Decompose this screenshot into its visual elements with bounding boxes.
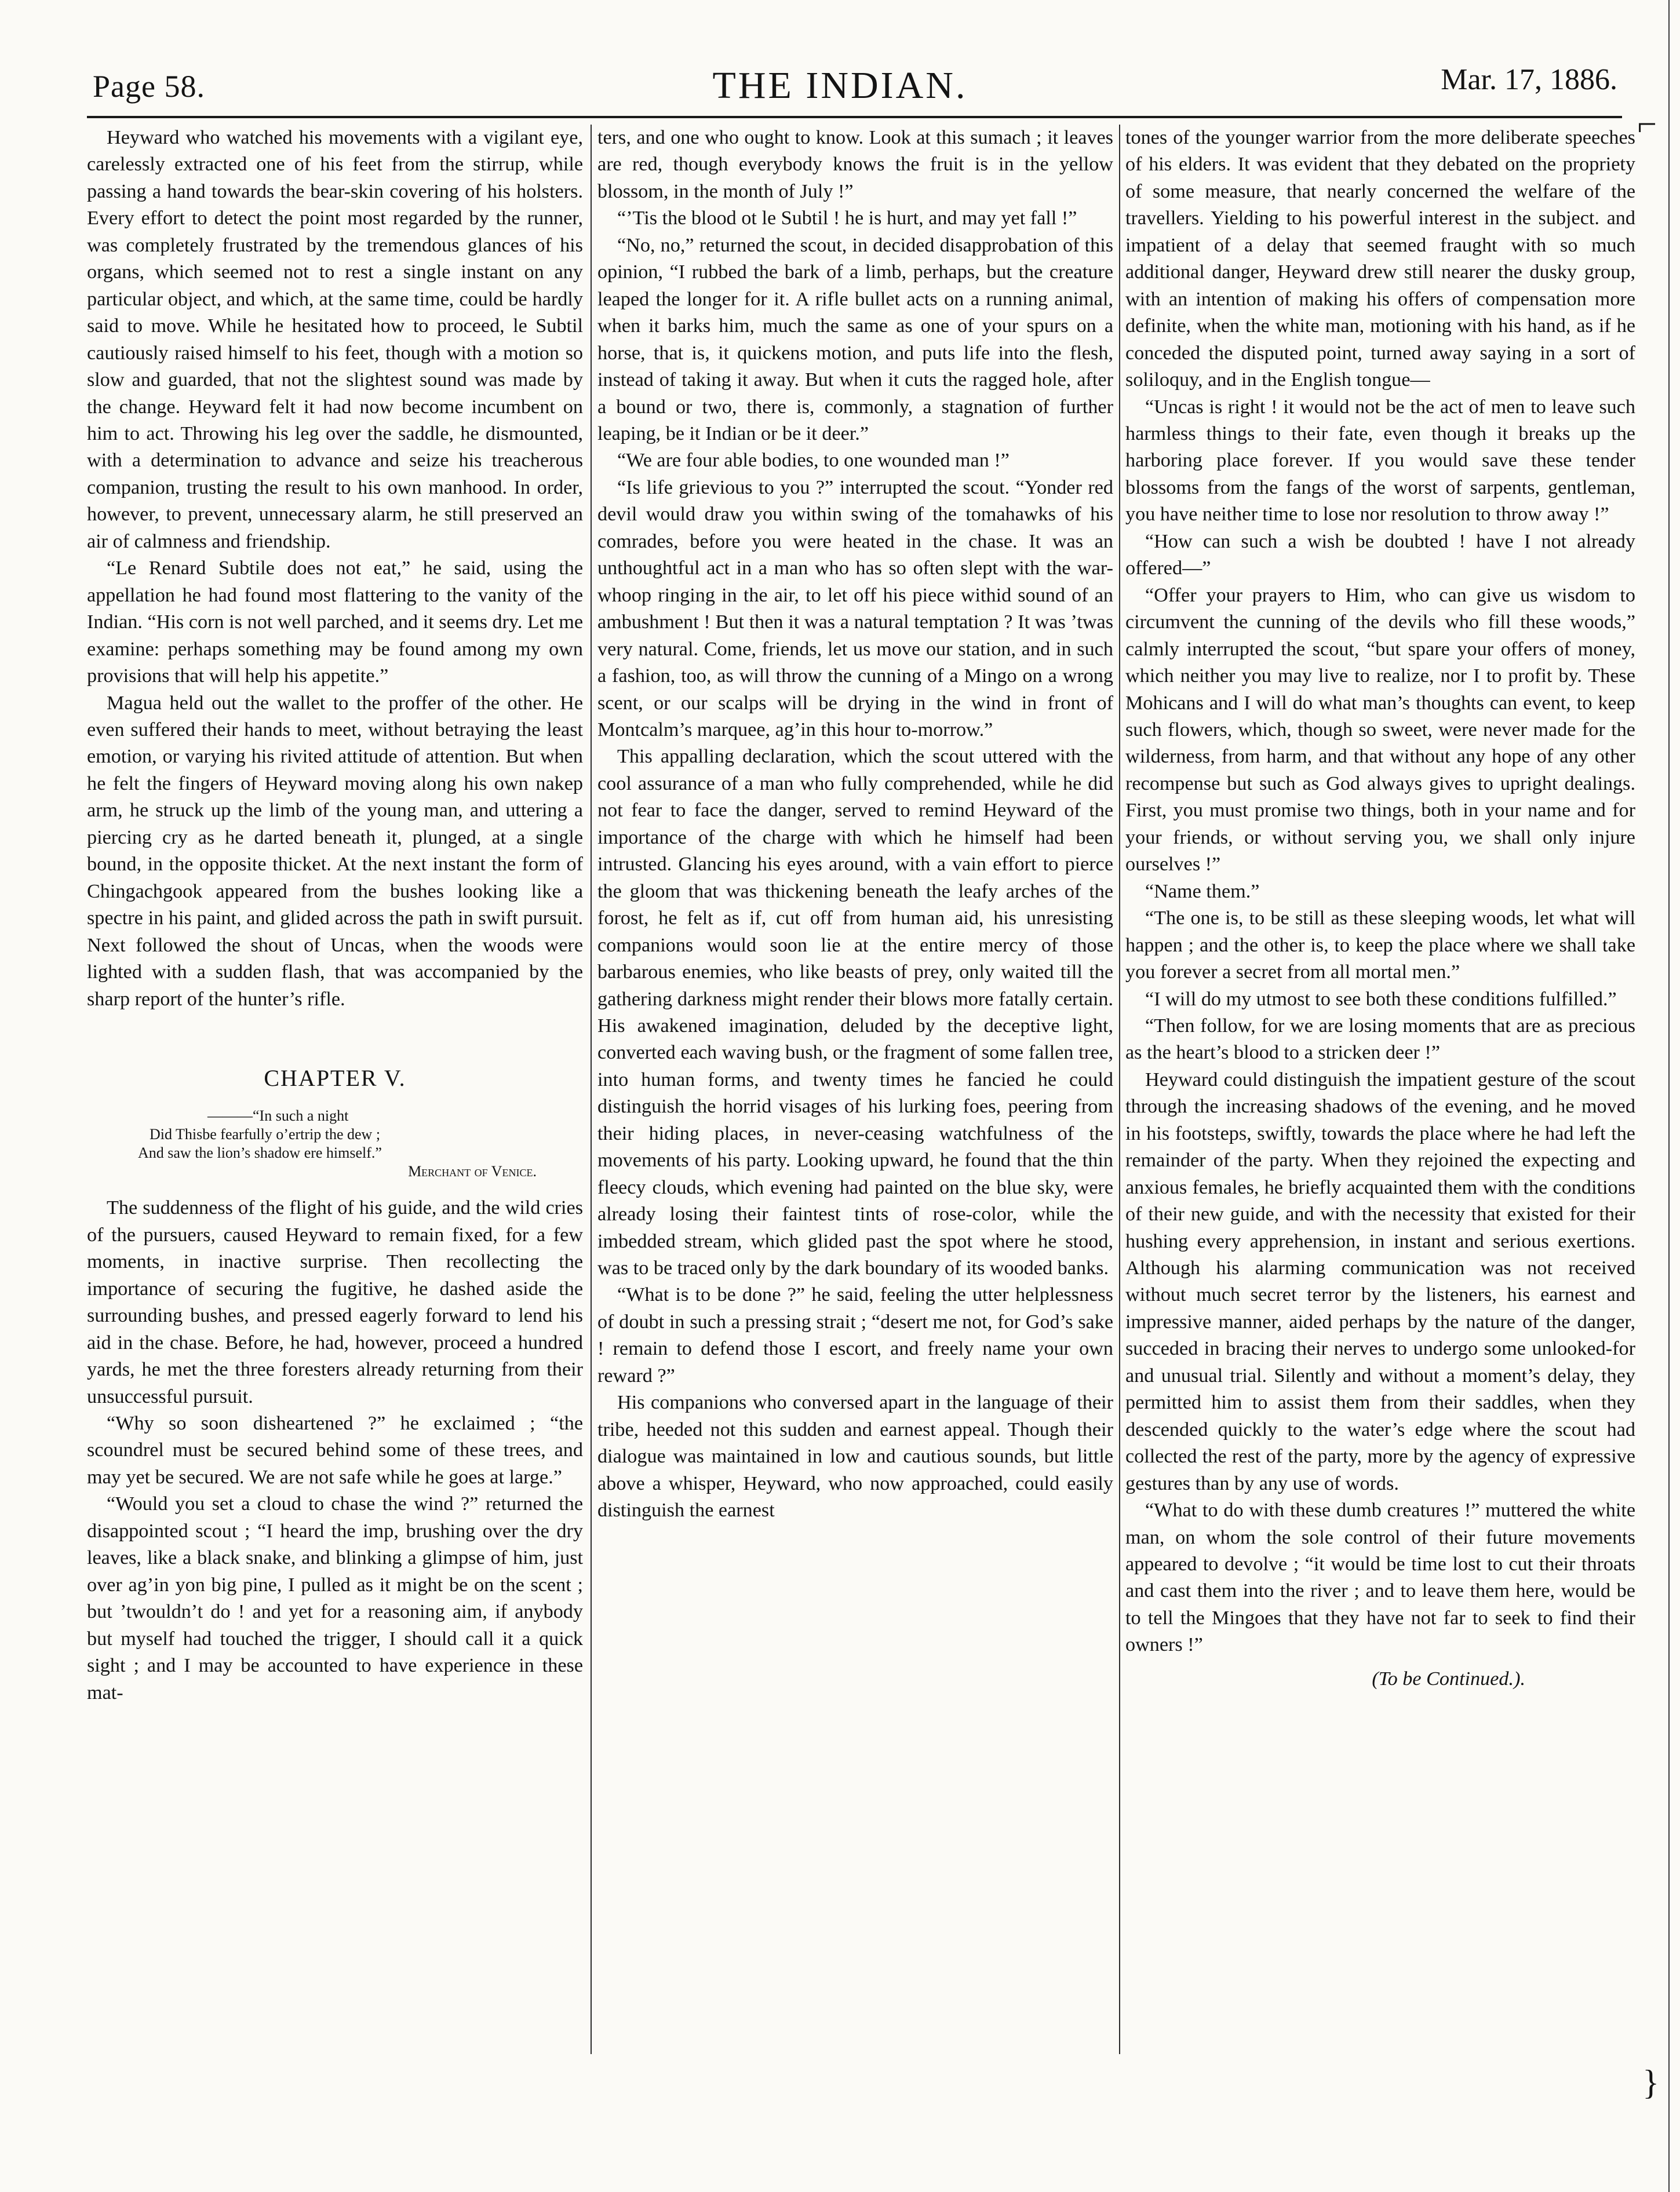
paragraph: “’Tis the blood ot le Subtil ! he is hurt, and may yet fall !”	[617, 207, 1077, 229]
paragraph: “Would you set a cloud to chase the wind ?” returned the disappointed scout ; “I heard the imp, brushing over the dry leaves, like a black snake, and blinking a glimpse of him, just over ag’in yon big pine, I pulled as it might be on the scent ; but ’twouldn’t do ! and yet for a reasoning aim, if anybody but myself had touched the trigger, I should call it a quick sight ; and I may be accounted to have experience in these mat-	[87, 1493, 583, 1704]
paragraph: tones of the younger warrior from the more deliberate speeches of his elders. It was evident that they debated on the propriety of some measure, that nearly concerned the welfare of the travellers. Yielding to his powerful interest in the subject. and impatient of a delay that seemed fraught with so much additional danger, Heyward drew still nearer the dusky group, with an intention of making his offers of compensation more definite, when the white man, motioning with his hand, as if he conceded the disputed point, turned away saying in a sort of soliloquy, and in the English tongue—	[1125, 127, 1635, 391]
column-divider-1	[591, 125, 592, 2054]
masthead-title: THE INDIAN.	[712, 64, 968, 107]
page-edge-line	[1668, 0, 1670, 2192]
paragraph: “Offer your prayers to Him, who can give us wisdom to circumvent the cunning of the devils who fill these woods,” calmly interrupted the scout, “but spare your offers of money, which neither you may live to realize, nor I to profit by. These Mohicans and I will do what man’s thoughts can event, to keep such flowers, which, though so sweet, were never made for the wilderness, from harm, and that without any hope of any other recompense but such as God always gives to upright dealings. First, you must promise two things, both in your name and for your friends, or without serving you, we shall only injure ourselves !”	[1125, 584, 1635, 876]
paragraph: Magua held out the wallet to the proffer of the other. He even suffered their hands to meet, without betraying the least emotion, or varying his rivited attitude of attention. But when he felt the fingers of Heyward moving along his own nakep arm, he struck up the limb of the young man, and uttering a piercing cry as he darted beneath it, plunged, at a single bound, in the opposite thicket. At the next instant the form of Chingachgook appeared from the bushes looking like a spectre in his paint, and glided across the path in swift pursuit. Next followed the shout of Uncas, when the woods were lighted with a sudden flash, that was accompanied by the sharp report of the hunter’s rifle.	[87, 692, 583, 1010]
paragraph: “We are four able bodies, to one wounded man !”	[617, 450, 1010, 472]
paragraph: “Le Renard Subtile does not eat,” he said, using the appellation he had found most flattering to the vanity of the Indian. “His corn is not well parched, and it seems dry. Let me examine: perhaps something may be found among my own provisions that will help his appetite.”	[87, 557, 583, 687]
paragraph: “No, no,” returned the scout, in decided disapprobation of this opinion, “I rubbed the bark of a limb, perhaps, but the creature leaped the longer for it. A rifle bullet acts on a running animal, when it barks him, much the same as one of your spurs on a horse, that is, it quickens motion, and puts life into the flesh, instead of taking it away. But when it cuts the ragged hole, after a bound or two, there is, commonly, a stagnation of further leaping, be it Indian or be it deer.”	[597, 234, 1113, 444]
paragraph: “Uncas is right ! it would not be the act of men to leave such harmless things to their fate, even though it breaks up the harboring place forever. If you would save these tender blossoms from the fangs of the worst of sarpents, gentleman, you have neither time to lose nor resolution to throw away !”	[1125, 396, 1635, 526]
bracket-mark: ⌐	[1637, 105, 1657, 143]
column-divider-2	[1119, 125, 1120, 2054]
paragraph: “What is to be done ?” he said, feeling the utter helplessness of doubt in such a pressing strait ; “desert me not, for God’s sake ! remain to defend those I escort, and freely name your own reward ?”	[597, 1284, 1113, 1387]
epigraph-line: ———“In such a night	[207, 1107, 349, 1125]
paragraph: This appalling declaration, which the scout uttered with the cool assurance of a man who fully comprehended, while he did not fear to face the danger, served to remind Heyward of the importance of the charge with which he himself had been intrusted. Glancing his eyes around, with a vain effort to pierce the gloom that was thickening beneath the leafy arches of the forost, he felt as if, cut off from human aid, his unresisting companions would soon lie at the entire mercy of those barbarous enemies, who like beasts of prey, only waited till the gathering darkness might render their blows more fatally certain. His awakened imagination, deluded by the deceptive light, converted each waving bush, or the fragment of some fallen tree, into human forms, and twenty times he fancied he could distinguish the horrid visages of his lurking foes, peering from their hiding places, in never-ceasing watchfulness of the movements of his party. Looking upward, he found that the thin fleecy clouds, which evening had painted on the blue sky, were already losing their faintest tints of rose-color, while the imbedded stream, which glided past the spot where he stood, was to be traced only by the dark boundary of its wooded banks.	[597, 746, 1113, 1279]
paragraph: The suddenness of the flight of his guide, and the wild cries of the pursuers, caused Heyward to remain fixed, for a few moments, in inactive surprise. Then recollecting the importance of securing the fugitive, he dashed aside the surrounding bushes, and pressed eagerly forward to lend his aid in the chase. Before, he had, however, proceed a hundred yards, he met the three foresters already returning from their unsuccessful pursuit.	[87, 1197, 583, 1407]
chapter-heading: CHAPTER V.	[264, 1064, 406, 1091]
paragraph: His companions who conversed apart in the language of their tribe, heeded not this sudden and earnest appeal. Though their dialogue was maintained in low and cautious sounds, but little above a whisper, Heyward, who now approached, could easily distinguish the earnest	[597, 1392, 1113, 1522]
page-number: Page 58.	[93, 69, 205, 104]
epigraph-line: Did Thisbe fearfully o’ertrip the dew ;	[150, 1126, 381, 1143]
paragraph: “Is life grievious to you ?” interrupted the scout. “Yonder red devil would draw you within swing of the tomahawks of his comrades, before you were heated in the chase. It was an unthoughtful act in a man who has so often slept with the war-whoop ringing in the air, to let off his piece withid sound of an ambushment ! But then it was a natural temptation ? It was ’twas very natural. Come, friends, let us move our station, and in such a fashion, too, as will throw the cunning of a Mingo on a wrong scent, or our scalps will be drying in the wind in front of Montcalm’s marquee, ag’in this hour to-morrow.”	[597, 476, 1113, 741]
header-rule	[87, 116, 1622, 118]
epigraph-source: Merchant of Venice.	[408, 1163, 537, 1180]
paragraph: “Then follow, for we are losing moments that are as precious as the heart’s blood to a stricken deer !”	[1125, 1015, 1635, 1064]
column-2	[597, 125, 1113, 1524]
to-be-continued: (To be Continued.).	[1372, 1668, 1525, 1690]
epigraph-line: And saw the lion’s shadow ere himself.”	[138, 1144, 382, 1162]
epigraph	[87, 1107, 583, 1181]
paragraph: “Name them.”	[1145, 880, 1260, 902]
paragraph: “Why so soon disheartened ?” he exclaimed ; “the scoundrel must be secured behind some of these trees, and may yet be secured. We are not safe while he goes at large.”	[87, 1413, 583, 1488]
column-3	[1125, 125, 1635, 1693]
paragraph: “The one is, to be still as these sleeping woods, let what will happen ; and the other is, to keep the place where we shall take you forever a secret from all mortal men.”	[1125, 907, 1635, 983]
issue-date: Mar. 17, 1886.	[1441, 63, 1617, 96]
paragraph: “How can such a wish be doubted ! have I not already offered—”	[1125, 530, 1635, 579]
paragraph: “I will do my utmost to see both these conditions fulfilled.”	[1145, 988, 1617, 1010]
paragraph: Heyward who watched his movements with a vigilant eye, carelessly extracted one of his feet from the stirrup, while passing a hand towards the bear-skin covering of his holsters. Every effort to detect the point most regarded by the runner, was completely frustrated by the tremendous glances of his organs, which seemed not to rest a single instant on any particular object, and which, at the same time, could be hardly said to move. While he hesitated how to proceed, le Subtil cautiously raised himself to his feet, though with a motion so slow and guarded, that not the slightest sound was made by the change. Heyward felt it had now become incumbent on him to act. Throwing his leg over the saddle, he dismounted, with a determination to advance and seize his treacherous companion, trusting the result to his own manhood. In order, however, to prevent, unnecessary alarm, he still preserved an air of calmness and friendship.	[87, 127, 583, 552]
column-1	[87, 125, 583, 1706]
bracket-mark: }	[1642, 2063, 1659, 2102]
paragraph: “What to do with these dumb creatures !” muttered the white man, on whom the sole control of their future movements appeared to devolve ; “it would be time lost to cut their throats and cast them into the river ; and to leave them here, would be to tell the Mingoes that they have not far to seek to find their owners !”	[1125, 1500, 1635, 1656]
paragraph: ters, and one who ought to know. Look at this sumach ; it leaves are red, though everybody knows the fruit is in the yellow blossom, in the month of July !”	[597, 127, 1113, 202]
paragraph: Heyward could distinguish the impatient gesture of the scout through the increasing shadows of the evening, and he moved in his footsteps, swiftly, towards the place where he had left the remainder of the party. When they rejoined the expecting and anxious females, he briefly acquainted them with the conditions of their new guide, and with the necessity that existed for their hushing every apprehension, in instant and serious exertions. Although his alarming communication was not received without much secret terror by the listeners, his earnest and impressive manner, aided perhaps by the nature of the danger, succeded in bracing their nerves to undergo some unlooked-for and unusual trial. Silently and without a moment’s delay, they permitted him to assist them from their saddles, when they descended quickly to the water’s edge where the scout had collected the rest of the party, more by the agency of expressive gestures than by any use of words.	[1125, 1068, 1635, 1494]
